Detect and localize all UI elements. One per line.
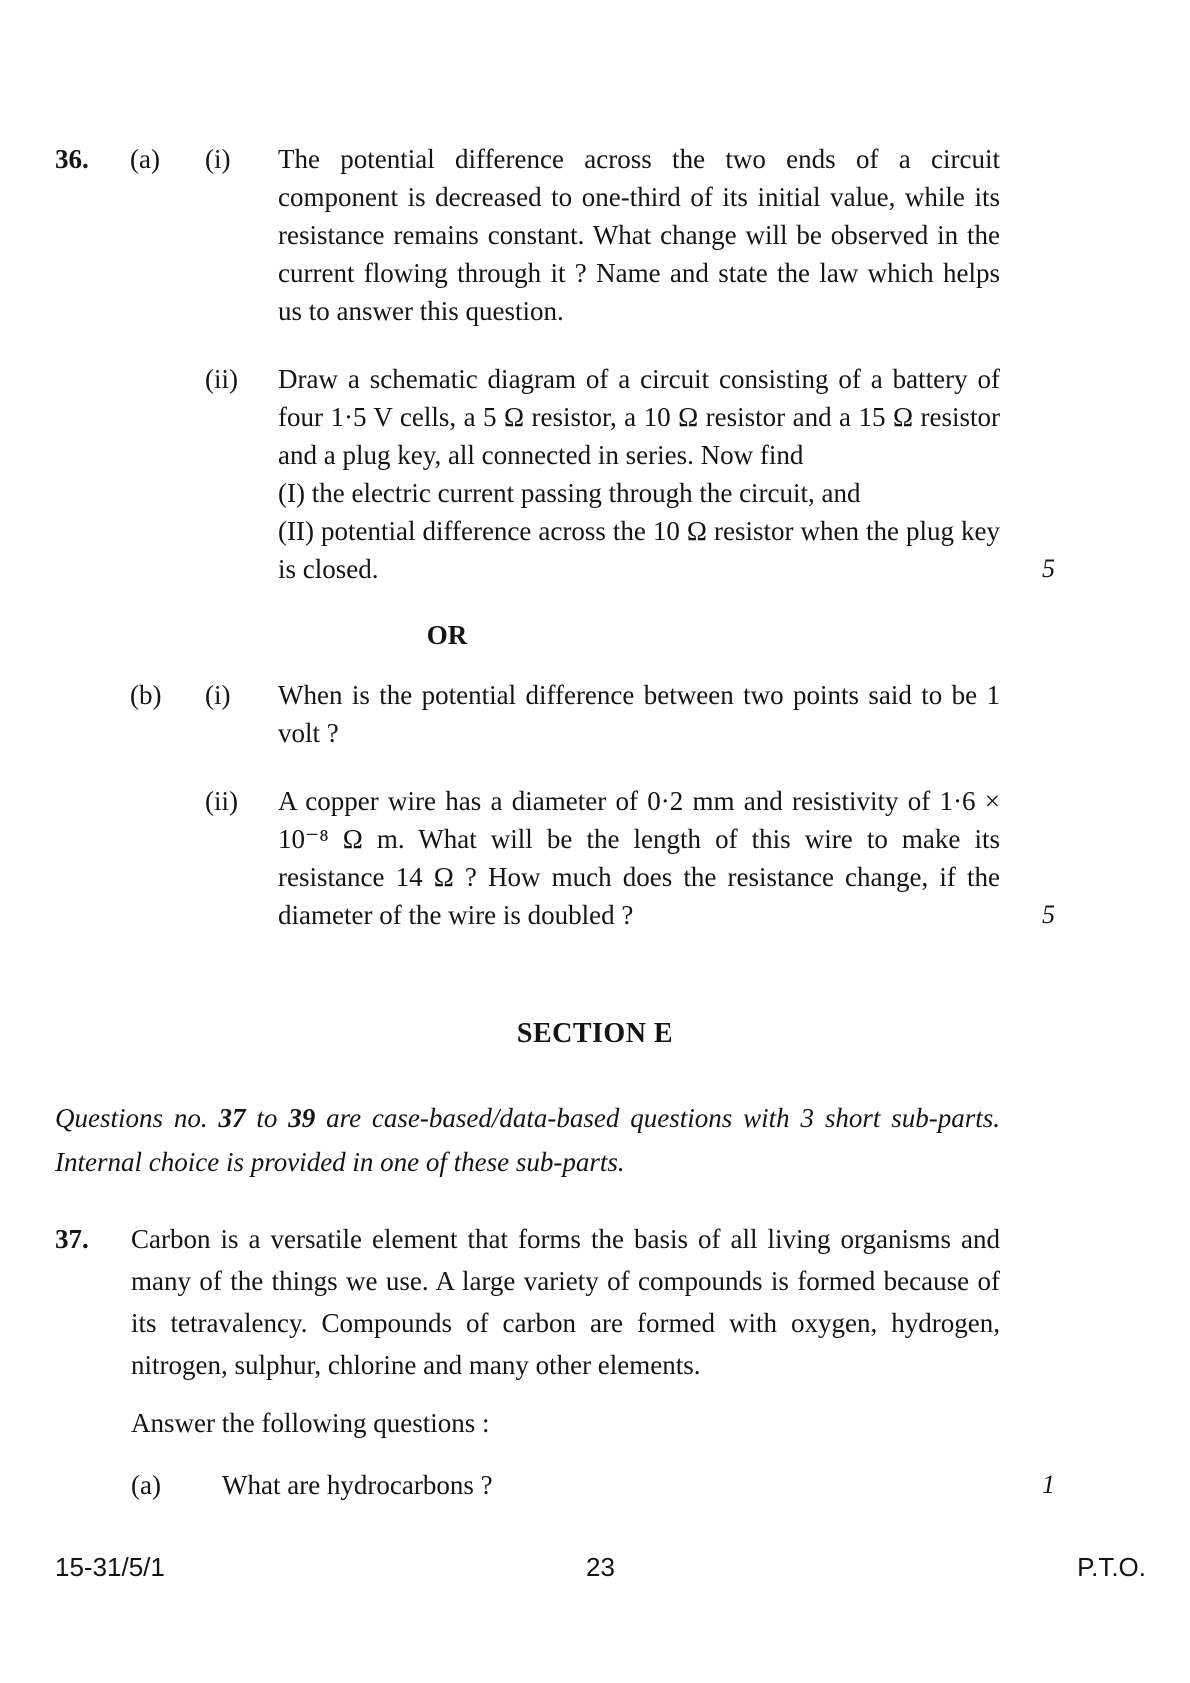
answer-prompt: Answer the following questions : (131, 1408, 490, 1438)
subpart-i-label: (i) (205, 144, 231, 174)
part-a-label: (a) (130, 144, 160, 174)
subpart-ii-label: (ii) (205, 786, 238, 816)
part-a-text: What are hydrocarbons ? (222, 1470, 493, 1500)
page-number: 23 (586, 1552, 615, 1582)
subpart-ii-lead-text: Draw a schematic diagram of a circuit consisting of a battery of four 1·5 V cells, a 5 Ω resistor, a 10 Ω resistor and a 15 Ω resistor and a plug key, all connected in series. Now find (278, 364, 1000, 470)
question-range-start: 37 (218, 1103, 246, 1133)
part-b-label: (b) (130, 680, 162, 710)
subpart-i-text: When is the potential difference between two points said to be 1 volt ? (278, 680, 1000, 748)
subpart-ii-text: A copper wire has a diameter of 0·2 mm and resistivity of 1·6 × 10⁻⁸ Ω m. What will be the length of this wire to make its resistance 14 Ω ? How much does the resistance change, if the diameter of the wire is doubled ? (278, 786, 1000, 930)
question-36-number: 36. (55, 144, 89, 174)
subpart-i-text: The potential difference across the two ends of a circuit component is decreased to one-third of its initial value, while its resistance remains constant. What change will be observed in the current flowing through it ? Name and state the law which helps us to answer this question. (278, 144, 1000, 326)
question-36-part-a-subpart-i (55, 140, 1055, 330)
subpart-i-label: (i) (205, 680, 231, 710)
marks-value: 5 (1042, 900, 1055, 929)
question-range-end: 39 (288, 1103, 316, 1133)
subpart-ii-item-I-text: (I) the electric current passing through the circuit, and (278, 478, 861, 508)
question-37-part-a (55, 1466, 1055, 1504)
question-36-part-a-subpart-ii (55, 360, 1055, 588)
section-e-instructions (55, 1096, 1000, 1184)
instructions-text: Questions no. (55, 1103, 219, 1133)
question-37 (55, 1218, 1055, 1386)
question-37-number: 37. (55, 1224, 89, 1254)
instructions-text: are case-based/data-based questions with 3 short sub-parts. Internal choice is provided in one of these sub-parts. (55, 1103, 1000, 1177)
question-37-text: Carbon is a versatile element that forms the basis of all living organisms and many of the things we use. A large variety of compounds is formed because of its tetravalency. Compounds of carbon are formed with oxygen, hydrogen, nitrogen, sulphur, chlorine and many other elements. (131, 1224, 1000, 1380)
section-e-heading: SECTION E (516, 1018, 674, 1049)
part-a-label: (a) (131, 1470, 161, 1500)
subpart-ii-text (278, 360, 1000, 588)
subpart-ii-label: (ii) (205, 364, 238, 394)
instructions-text: to (245, 1103, 289, 1133)
pto-label: P.T.O. (1077, 1552, 1146, 1582)
paper-code: 15-31/5/1 (55, 1552, 165, 1582)
marks-value: 5 (1042, 554, 1055, 583)
question-36-part-b-subpart-i (55, 676, 1055, 752)
page-footer (55, 1552, 1146, 1582)
question-36-part-b-subpart-ii (55, 782, 1055, 934)
subpart-ii-item-II-text: (II) potential difference across the 10 Ω resistor when the plug key is closed. (278, 516, 1000, 584)
or-separator: OR (426, 620, 468, 650)
marks-value: 1 (1042, 1470, 1055, 1499)
